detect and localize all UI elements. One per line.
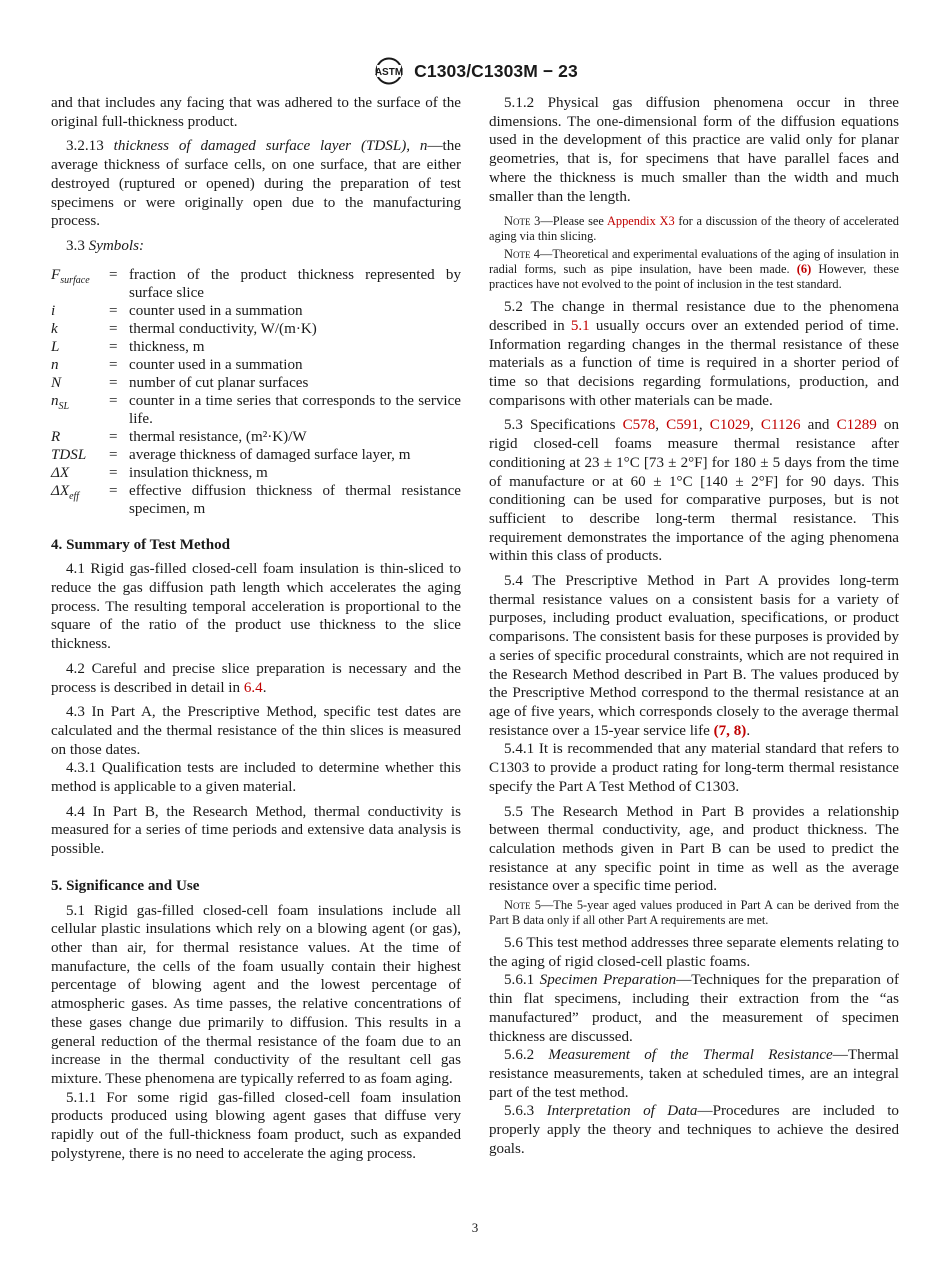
symbol: $F_{surface}$ [51, 266, 90, 286]
symbol-row [51, 320, 461, 338]
link-c1126[interactable]: C1126 [760, 417, 801, 434]
symbol: N [51, 374, 62, 391]
equals-sign: = [109, 338, 118, 355]
symbol: $\Delta X_{eff}$ [51, 482, 80, 502]
section-3-3-heading: 3.3 Symbols: [66, 237, 144, 254]
symbol-subscript: surface [60, 274, 90, 286]
link-c578[interactable]: C578 [622, 417, 656, 434]
ref-6[interactable]: (6) [796, 262, 812, 277]
document-id: C1303/C1303M − 23 [414, 60, 578, 81]
symbol-row [51, 482, 461, 518]
paragraph-continuation: and that includes any facing that was adhered to the surface of the original full-thickness product. [51, 95, 461, 130]
symbol-definition: thermal resistance, (m²·K)/W [129, 428, 307, 445]
symbol: n [51, 356, 59, 373]
note-5: Note 5—The 5-year aged values produced in Part A can be derived from the Part B data only if all other Part A requirements are met. [489, 898, 899, 928]
paragraph-4-1: 4.1 Rigid gas-filled closed-cell foam insulation is thin-sliced to reduce the gas diffusion path length which accelerates the aging process. The resulting temporal acceleration is proportional to the square of the ratio of the product use thickness to the slice thickness. [51, 561, 461, 653]
link-6-4[interactable]: 6.4 [243, 679, 263, 696]
paragraph-4-3: 4.3 In Part A, the Prescriptive Method, specific test dates are calculated and the thermal resistance of the thin slices is measured on those dates. [51, 704, 461, 758]
left-column [51, 94, 461, 1163]
symbol: R [51, 428, 61, 445]
definition-3-2-13: 3.2.13 thickness of damaged surface layer (TDSL), n—the average thickness of surface cells, on one surface, that are either destroyed (ruptured or opened) during the preparation of test specimens or were originally open due to the manufacturing process. [51, 138, 461, 230]
paragraph-5-2: 5.2 The change in thermal resistance due to the phenomena described in 5.1 usually occurs over an extended period of time. Information regarding changes in the thermal resistance of these materials as a function of time is required in a shorter period of time so that decisions regarding formulations, production, and comparisons with other materials can be made. [489, 299, 899, 409]
symbol-definition: counter used in a summation [129, 302, 303, 319]
paragraph-5-3: 5.3 Specifications C578, C591, C1029, C1126 and C1289 on rigid closed-cell foams measure thermal resistance after conditioning at 23 ± 1°C [73 ± 2°F] for 180 ± 5 days from the time of manufacture or at 60 ± 1°C [140 ± 2°F] for 90 days. This conditioning can be used for comparative purposes, but is not sufficient to describe long-term thermal resistance. This requirement demonstrates the importance of the aging phenomena within this class of products. [489, 417, 900, 565]
equals-sign: = [109, 320, 118, 337]
symbol-definition: thickness, m [129, 338, 205, 355]
paragraph-5-6-3: 5.6.3 Interpretation of Data—Procedures are included to properly apply the theory and techniques to achieve the desired goals. [489, 1103, 899, 1157]
symbol-definition: fraction of the product thickness represented by surface slice [129, 266, 461, 301]
note-3: Note 3—Please see Appendix X3 for a discussion of the theory of accelerated aging via thin slicing. [489, 214, 899, 244]
equals-sign: = [109, 356, 118, 373]
symbol: ΔX [51, 464, 70, 481]
symbol-row [51, 302, 461, 320]
note-4: Note 4—Theoretical and experimental evaluations of the aging of insulation in radial forms, such as pipe insulation, have been made. (6) However, these practices have not evolved to the point of inclusion in the test standard. [489, 247, 900, 292]
paragraph-4-3-1: 4.3.1 Qualification tests are included to determine whether this method is applicable to a given material. [51, 760, 461, 796]
page-header [0, 56, 950, 86]
link-appendix-x3[interactable]: Appendix X3 [606, 214, 675, 229]
equals-sign: = [109, 428, 118, 445]
section-4-title: 4. Summary of Test Method [51, 536, 231, 553]
symbol-row [51, 428, 461, 446]
paragraph-5-1-1: 5.1.1 For some rigid gas-filled closed-cell foam insulation products produced using blowing agent gases that diffuse very rapidly out of the full-thickness foam product, such as expanded polystyrene, there is no need to accelerate the aging process. [51, 1089, 461, 1162]
astm-logo-icon [372, 57, 406, 85]
paragraph-5-1: 5.1 Rigid gas-filled closed-cell foam insulations include all cellular plastic insulations which rely on a blowing agent (or gas), other than air, for thermal resistance values. At the time of manufacture, the cells of the foam usually contain their highest percentage of blowing agent and the lowest percentage of atmospheric gases. As time passes, the relative concentrations of these gases change due primarily to diffusion. This results in a general reduction of the thermal resistance of the foam due to an increase in the thermal conductivity of the resultant cell gas mixture. These phenomena are typically referred to as foam aging. [51, 902, 461, 1087]
paragraph-5-6: 5.6 This test method addresses three separate elements relating to the aging of rigid closed-cell plastic foams. [489, 935, 899, 970]
symbol-subscript: SL [58, 400, 70, 412]
equals-sign: = [109, 392, 118, 409]
symbol-definition: thermal conductivity, W/(m·K) [129, 320, 317, 337]
link-c1289[interactable]: C1289 [836, 417, 877, 434]
equals-sign: = [109, 266, 118, 283]
page-number: 3 [471, 1220, 479, 1235]
symbol-row [51, 392, 461, 428]
symbol-definition: average thickness of damaged surface layer, m [129, 446, 411, 463]
right-column [489, 94, 899, 1158]
symbol-definition: number of cut planar surfaces [129, 374, 309, 391]
link-c1029[interactable]: C1029 [709, 417, 751, 434]
paragraph-5-6-2: 5.6.2 Measurement of the Thermal Resistance—Thermal resistance measurements, taken at scheduled times, are an integral part of the test method. [489, 1047, 899, 1101]
equals-sign: = [109, 374, 118, 391]
paragraph-4-2: 4.2 Careful and precise slice preparation is necessary and the process is described in detail in 6.4. [51, 660, 461, 696]
symbol-definition: counter used in a summation [129, 356, 303, 373]
symbol-subscript: eff [69, 490, 80, 502]
symbol-row [51, 464, 461, 482]
symbol-definition: insulation thickness, m [129, 464, 268, 481]
symbol: TDSL [51, 446, 87, 463]
equals-sign: = [109, 482, 118, 499]
equals-sign: = [109, 302, 118, 319]
paragraph-5-4: 5.4 The Prescriptive Method in Part A provides long-term thermal resistance values on a consistent basis for a variety of purposes, including product evaluation, specifications, or product comparisons. The consistent basis for these purposes is provided by a series of specific procedural constraints, which are not required in the Research Method described in Part B. The values produced by the Prescriptive Method correspond to the thermal resistance at an age of five years, which corresponds closely to the average thermal resistance over a 15-year service life (7, 8). [489, 573, 899, 739]
symbol: i [51, 302, 56, 319]
paragraph-5-1-2: 5.1.2 Physical gas diffusion phenomena occur in three dimensions. The one-dimensional form of the diffusion equations used in the development of this practice are valid only for planar geometries, that is, for specimens that have parallel faces and where the thickness is much smaller than the width and much smaller than the length. [489, 95, 899, 205]
paragraph-5-5: 5.5 The Research Method in Part B provides a relationship between thermal conductivity, age, and product thickness. The calculation methods given in Part B can be used to predict the resistance at any specific point in time as well as the average resistance over a specific time period. [489, 803, 899, 895]
symbol-definition: counter in a time series that corresponds to the service life. [129, 392, 461, 427]
symbol-row [51, 446, 461, 464]
symbol-row [51, 356, 461, 374]
term-tdsl: thickness of damaged surface layer (TDSL), n [113, 138, 428, 155]
link-5-1[interactable]: 5.1 [570, 317, 590, 334]
symbol: $n_{SL}$ [51, 392, 70, 412]
symbol-row [51, 374, 461, 392]
ref-7-8[interactable]: (7, 8) [713, 722, 747, 739]
section-5-title: 5. Significance and Use [51, 877, 200, 894]
equals-sign: = [109, 464, 118, 481]
equals-sign: = [109, 446, 118, 463]
symbol-row [51, 266, 461, 302]
svg-text:ASTM: ASTM [374, 67, 404, 78]
link-c591[interactable]: C591 [666, 417, 699, 434]
symbol-row [51, 338, 461, 356]
symbol: L [51, 338, 60, 355]
symbols-table [51, 266, 461, 518]
symbol-definition: effective diffusion thickness of thermal resistance specimen, m [129, 482, 461, 517]
symbol: k [51, 320, 58, 337]
paragraph-5-4-1: 5.4.1 It is recommended that any material standard that refers to C1303 to provide a product rating for long-term thermal resistance specify the Part A Test Method of C1303. [489, 741, 899, 795]
paragraph-4-4: 4.4 In Part B, the Research Method, thermal conductivity is measured for a series of time periods and extensive data analysis is possible. [51, 803, 461, 858]
paragraph-5-6-1: 5.6.1 Specimen Preparation—Techniques for the preparation of thin flat specimens, including their extraction from the “as manufactured” product, and the measurement of specimen thickness are discussed. [489, 972, 899, 1045]
